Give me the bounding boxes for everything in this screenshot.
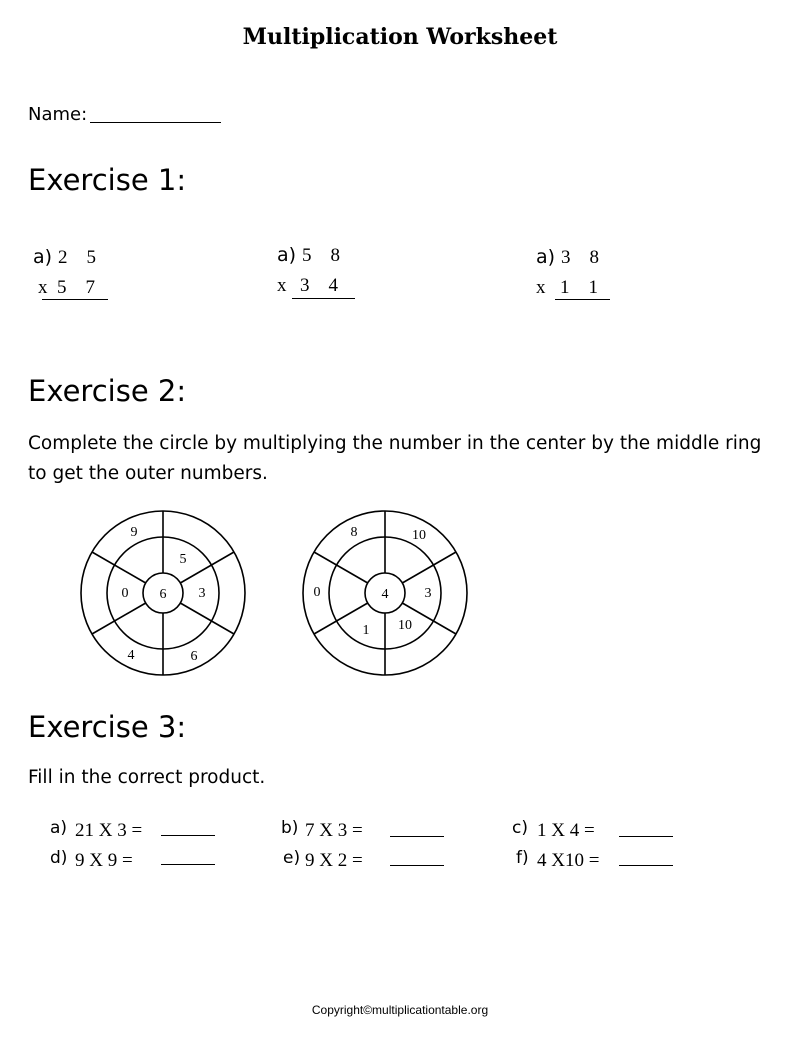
center-number: 4: [381, 587, 389, 602]
answer-blank[interactable]: [390, 865, 444, 866]
question-label: b): [281, 818, 299, 838]
exercise-2-instruction-line-2: to get the outer numbers.: [28, 463, 268, 484]
middle-number: 3: [198, 586, 206, 601]
question-expression: 1 X 4 =: [537, 820, 595, 841]
answer-line: [555, 299, 610, 300]
multiplicand: 3 8: [561, 247, 599, 268]
name-blank-line[interactable]: [90, 122, 221, 123]
question-expression: 7 X 3 =: [305, 820, 363, 841]
question-expression: 4 X10 =: [537, 850, 600, 871]
multiplier: 5 7: [57, 277, 95, 298]
name-label: Name:: [28, 104, 88, 125]
multiplicand: 2 5: [58, 247, 96, 268]
middle-number: 1: [362, 623, 370, 638]
multiplier: 3 4: [300, 275, 338, 296]
question-label: a): [50, 818, 68, 838]
multiplicand: 5 8: [302, 245, 340, 266]
answer-blank[interactable]: [161, 835, 215, 836]
question-label: d): [50, 848, 68, 868]
question-label: e): [283, 848, 301, 868]
exercise-2-instruction-line-1: Complete the circle by multiplying the number in the center by the middle ring: [28, 433, 762, 454]
middle-number: 0: [121, 586, 129, 601]
question-label: c): [512, 818, 528, 838]
middle-number: 3: [424, 586, 432, 601]
outer-number: 8: [350, 525, 358, 540]
page-title: Multiplication Worksheet: [242, 24, 558, 50]
question-expression: 9 X 2 =: [305, 850, 363, 871]
answer-line: [42, 299, 108, 300]
outer-number: 6: [190, 649, 198, 664]
problem-label: a): [536, 246, 556, 268]
problem-label: a): [277, 244, 297, 266]
outer-number: 10: [412, 528, 426, 543]
question-expression: 9 X 9 =: [75, 850, 133, 871]
question-label: f): [516, 848, 529, 868]
multiplication-circle-2: [297, 505, 473, 681]
exercise-3-instruction: Fill in the correct product.: [28, 767, 266, 788]
multiply-operator: x: [38, 277, 48, 298]
answer-blank[interactable]: [619, 865, 673, 866]
middle-number: 10: [398, 618, 412, 633]
answer-blank[interactable]: [390, 836, 444, 837]
answer-blank[interactable]: [161, 864, 215, 865]
copyright-notice: Copyright©multiplicationtable.org: [311, 1003, 489, 1017]
center-number: 6: [159, 587, 167, 602]
middle-number: 5: [179, 552, 187, 567]
multiply-operator: x: [536, 277, 546, 298]
problem-label: a): [33, 246, 53, 268]
exercise-3-heading: Exercise 3:: [28, 710, 187, 744]
outer-number: 9: [130, 525, 138, 540]
exercise-2-heading: Exercise 2:: [28, 374, 187, 408]
multiply-operator: x: [277, 275, 287, 296]
outer-number: 0: [313, 585, 321, 600]
answer-line: [292, 298, 355, 299]
outer-number: 4: [127, 648, 135, 663]
multiplier: 1 1: [560, 277, 598, 298]
answer-blank[interactable]: [619, 836, 673, 837]
exercise-1-heading: Exercise 1:: [28, 163, 187, 197]
question-expression: 21 X 3 =: [75, 820, 143, 841]
multiplication-circle-1: [75, 505, 251, 681]
